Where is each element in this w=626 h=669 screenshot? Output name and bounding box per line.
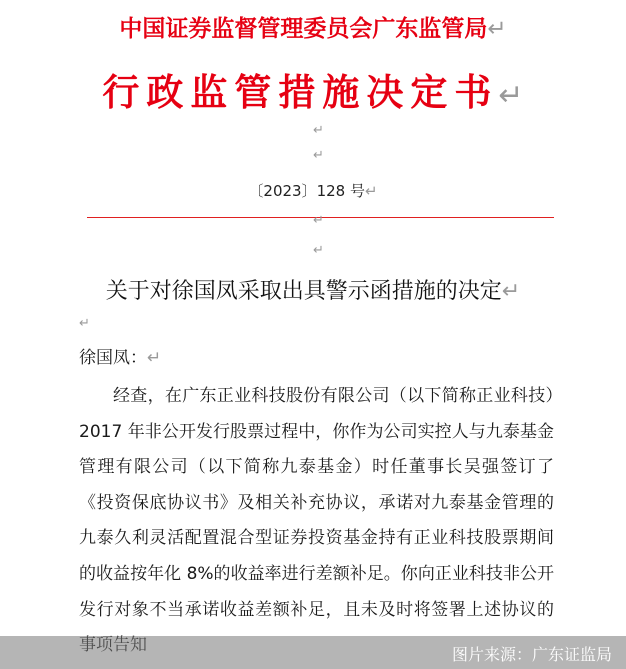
image-source-caption: 图片来源：广东证监局 — [451, 645, 612, 664]
salutation-line — [79, 343, 161, 368]
paragraph-mark: ↵ — [147, 348, 162, 368]
decision-title-text: 关于对徐国凤采取出具警示函措施的决定 — [105, 279, 502, 304]
document-type: 行政监管措施决定书 — [102, 71, 499, 114]
blank-line-mark: ↵ — [79, 316, 90, 331]
blank-line-mark: ↵ — [313, 243, 324, 258]
body-paragraph: 经查，在广东正业科技股份有限公司（以下简称正业科技）2017 年非公开发行股票过程中，你作为公司实控人与九泰基金管理有限公司（以下简称九泰基金）时任董事长吴强签订了《投资保底协议书》及相关补充协议，承诺对九泰基金管理的九泰久利灵活配置混合型证券投资基金持有正业科技股票期间的收益按年化 8%的收益率进行差额补足。你向正业科技非公开发行对象不当承诺收益差额补足，且未及时将签署上述协议的 — [79, 386, 554, 620]
document-number: 〔2023〕128 号 — [248, 182, 365, 200]
salutation: 徐国凤： — [79, 348, 147, 368]
paragraph-mark: ↵ — [498, 78, 524, 113]
blank-line-mark: ↵ — [313, 148, 324, 163]
issuer-header — [0, 10, 626, 43]
paragraph-mark: ↵ — [365, 182, 378, 200]
issuer-name: 中国证券监督管理委员会广东监管局 — [119, 16, 488, 42]
image-source-overlay — [0, 636, 626, 669]
blank-line-mark: ↵ — [313, 123, 324, 138]
blank-line-mark: ↵ — [313, 213, 324, 228]
decision-title — [0, 274, 626, 305]
paragraph-mark: ↵ — [487, 16, 507, 42]
document-number-line — [0, 180, 626, 201]
paragraph-mark: ↵ — [501, 279, 521, 304]
document-type-heading — [0, 62, 626, 116]
